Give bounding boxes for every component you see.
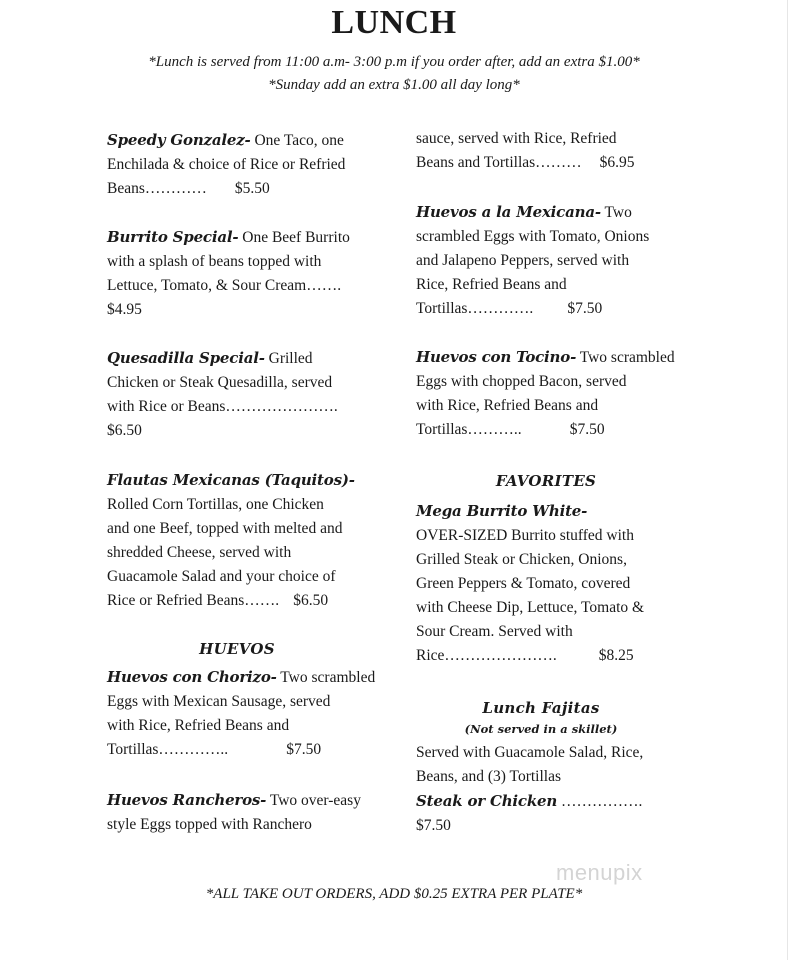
item-desc: Grilled	[268, 350, 313, 367]
menupix-watermark: menupix	[556, 860, 643, 885]
item-dots: …………….	[560, 793, 643, 810]
item-desc: Tortillas…………..	[107, 741, 229, 758]
page-title: LUNCH	[331, 4, 457, 41]
item-price: $8.25	[598, 647, 634, 664]
item-name: Flautas Mexicanas (Taquitos)-	[107, 471, 355, 489]
item-price: $4.95	[107, 301, 142, 318]
item-desc: Enchilada & choice of Rice or Refried	[107, 156, 346, 173]
menu-item-huevos-a-la-mexicana	[416, 200, 649, 321]
item-desc: OVER-SIZED Burrito stuffed with	[416, 527, 634, 544]
item-desc: with a splash of beans topped with	[107, 253, 322, 270]
item-desc: with Rice, Refried Beans and	[416, 397, 599, 414]
item-price: $6.50	[107, 422, 142, 439]
item-desc: Tortillas………..	[416, 421, 522, 438]
item-desc: Lettuce, Tomato, & Sour Cream…….	[107, 277, 342, 294]
menu-item-huevos-con-chorizo	[107, 665, 375, 762]
item-desc: style Eggs topped with Ranchero	[107, 816, 312, 833]
item-price: $5.50	[234, 180, 270, 197]
item-desc: Beans, and (3) Tortillas	[416, 768, 561, 785]
item-desc: Eggs with Mexican Sausage, served	[107, 693, 331, 710]
item-price: $6.95	[599, 154, 635, 171]
item-desc: and one Beef, topped with melted and	[107, 520, 343, 537]
item-desc: Rolled Corn Tortillas, one Chicken	[107, 496, 324, 513]
item-desc: shredded Cheese, served with	[107, 544, 292, 561]
item-desc: Grilled Steak or Chicken, Onions,	[416, 551, 627, 568]
item-desc: Guacamole Salad and your choice of	[107, 568, 336, 585]
item-desc: Eggs with chopped Bacon, served	[416, 373, 627, 390]
item-desc: Beans…………	[107, 180, 207, 197]
item-price: $7.50	[567, 300, 603, 317]
item-desc: Beans and Tortillas………	[416, 154, 582, 171]
fajitas-choice: Steak or Chicken	[416, 792, 558, 810]
item-desc: Rice, Refried Beans and	[416, 276, 567, 293]
item-desc: scrambled Eggs with Tomato, Onions	[416, 228, 650, 245]
item-price: $7.50	[286, 741, 322, 758]
item-name: Speedy Gonzalez-	[107, 131, 251, 149]
item-desc: with Rice or Beans………………….	[107, 398, 338, 415]
item-price: $7.50	[416, 817, 451, 834]
menu-item-huevos-con-tocino	[416, 345, 675, 442]
fajitas-note: (Not served in a skillet)	[464, 722, 618, 736]
item-desc: Chicken or Steak Quesadilla, served	[107, 374, 333, 391]
menu-item-quesadilla-special	[107, 346, 338, 443]
item-desc: Rice………………….	[416, 647, 557, 664]
item-name: Huevos a la Mexicana-	[416, 203, 601, 221]
item-name: Huevos Rancheros-	[107, 791, 267, 809]
lunch-hours-note: *Lunch is served from 11:00 a.m- 3:00 p.m if you order after, add an extra $1.00*	[148, 54, 640, 70]
item-desc: One Taco, one	[254, 132, 344, 149]
section-heading-huevos: HUEVOS	[199, 640, 275, 658]
item-name: Mega Burrito White-	[416, 502, 588, 520]
menu-item-mega-burrito-white	[416, 499, 644, 668]
item-desc: Served with Guacamole Salad, Rice,	[416, 744, 644, 761]
item-name: Quesadilla Special-	[107, 349, 265, 367]
item-price: $6.50	[293, 592, 329, 609]
menu-item-speedy-gonzalez	[107, 128, 345, 201]
item-name: Burrito Special-	[107, 228, 239, 246]
item-desc: Two scrambled	[280, 669, 376, 686]
item-desc: Tortillas………….	[416, 300, 534, 317]
item-desc: with Rice, Refried Beans and	[107, 717, 290, 734]
section-heading-favorites: FAVORITES	[495, 472, 597, 490]
item-desc: Two	[604, 204, 632, 221]
menu-item-huevos-rancheros	[107, 788, 361, 837]
item-desc: One Beef Burrito	[242, 229, 350, 246]
menu-item-burrito-special	[107, 225, 350, 322]
item-price: $7.50	[569, 421, 605, 438]
menu-item-huevos-rancheros-continued	[416, 127, 635, 175]
item-desc: Two scrambled	[579, 349, 675, 366]
menu-item-flautas	[107, 468, 355, 613]
sunday-note: *Sunday add an extra $1.00 all day long*	[268, 77, 520, 93]
takeout-footer-note: *ALL TAKE OUT ORDERS, ADD $0.25 EXTRA PER PLATE*	[205, 886, 583, 902]
item-desc: Two over-easy	[269, 792, 361, 809]
item-name: Lunch Fajitas	[482, 699, 600, 717]
item-desc: Sour Cream. Served with	[416, 623, 573, 640]
item-desc: Rice or Refried Beans…….	[107, 592, 280, 609]
item-name: Huevos con Tocino-	[416, 348, 577, 366]
item-desc: Green Peppers & Tomato, covered	[416, 575, 631, 592]
item-desc: sauce, served with Rice, Refried	[416, 130, 617, 147]
menu-item-lunch-fajitas	[416, 696, 666, 838]
item-desc: and Jalapeno Peppers, served with	[416, 252, 630, 269]
item-desc: with Cheese Dip, Lettuce, Tomato &	[416, 599, 645, 616]
item-name: Huevos con Chorizo-	[107, 668, 277, 686]
